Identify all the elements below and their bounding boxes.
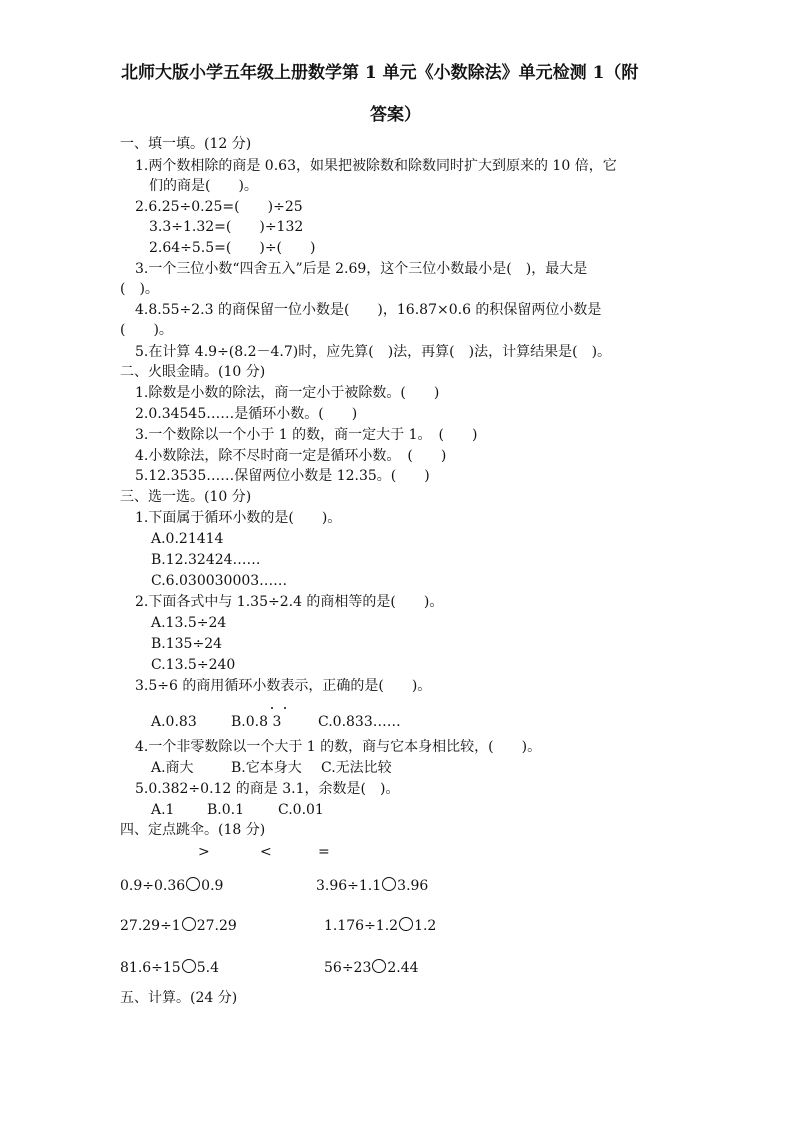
s3-q1-option-c: C.6.030030003…… — [151, 573, 288, 589]
s1-q2-line2: 3.3÷1.32=( )÷132 — [149, 219, 304, 235]
page-title-continued: 答案） — [370, 105, 421, 125]
s2-q3: 3.一个数除以一个小于 1 的数，商一定大于 1。 ( ) — [135, 427, 478, 443]
section-2-heading: 二、火眼金睛。(10 分) — [120, 364, 266, 380]
comparison-right: 27.29 — [196, 918, 237, 934]
s1-q2-line1: 2.6.25÷0.25=( )÷25 — [135, 199, 303, 215]
comparison-right: 5.4 — [196, 960, 219, 976]
comparison-left: 1.176÷1.2 — [324, 918, 399, 934]
s1-q1-line2: 们的商是( )。 — [149, 178, 258, 194]
s1-q1-line1: 1.两个数相除的商是 0.63，如果把被除数和除数同时扩大到原来的 10 倍，它 — [135, 158, 617, 174]
s3-q5-option-c: C.0.01 — [278, 802, 324, 818]
s1-q2-line3: 2.64÷5.5=( )÷( ) — [149, 240, 316, 256]
comparison-left: 56÷23 — [324, 960, 372, 976]
s2-q4: 4.小数除法，除不尽时商一定是循环小数。 ( ) — [135, 448, 447, 464]
s3-q3-option-b: B.0.8 3 — [231, 714, 282, 730]
s3-q3-option-c: C.0.833…… — [318, 714, 401, 730]
answer-circle[interactable] — [372, 959, 386, 973]
s3-q4-option-c: C.无法比较 — [321, 760, 392, 776]
s3-q5-option-b: B.0.1 — [207, 802, 245, 818]
section-1-heading: 一、填一填。(12 分) — [120, 136, 252, 152]
comparison-item — [316, 876, 428, 896]
repeating-dot-mark — [271, 707, 273, 709]
answer-circle[interactable] — [182, 917, 196, 931]
comparison-symbol-greater: > — [198, 844, 210, 860]
answer-circle[interactable] — [186, 877, 200, 891]
s1-q4-line1: 4.8.55÷2.3 的商保留一位小数是( )，16.87×0.6 的积保留两位小数是 — [135, 302, 602, 318]
comparison-right: 2.44 — [387, 960, 419, 976]
s3-q3-option-a: A.0.83 — [151, 714, 197, 730]
s3-q2-option-a: A.13.5÷24 — [151, 615, 227, 631]
comparison-item — [120, 958, 219, 978]
s3-q1-option-b: B.12.32424…… — [151, 552, 261, 568]
s3-q5-option-a: A.1 — [151, 802, 175, 818]
answer-circle[interactable] — [399, 917, 413, 931]
s1-q3-line1: 3.一个三位小数“四舍五入”后是 2.69，这个三位小数最小是( )，最大是 — [135, 261, 588, 277]
section-3-heading: 三、选一选。(10 分) — [120, 489, 252, 505]
comparison-item — [324, 916, 436, 936]
s3-q1-option-a: A.0.21414 — [151, 531, 224, 547]
s2-q5: 5.12.3535……保留两位小数是 12.35。( ) — [135, 468, 430, 484]
comparison-left: 81.6÷15 — [120, 960, 181, 976]
s3-q2: 2.下面各式中与 1.35÷2.4 的商相等的是( )。 — [135, 594, 444, 610]
s3-q4: 4.一个非零数除以一个大于 1 的数，商与它本身相比较，( )。 — [135, 739, 542, 755]
answer-circle[interactable] — [182, 959, 196, 973]
s3-q4-option-b: B.它本身大 — [231, 760, 302, 776]
s1-q3-line2: ( )。 — [120, 281, 159, 297]
s3-q1: 1.下面属于循环小数的是( )。 — [135, 510, 342, 526]
comparison-left: 3.96÷1.1 — [316, 878, 382, 894]
comparison-right: 0.9 — [201, 878, 224, 894]
comparison-item — [120, 916, 237, 936]
comparison-item — [120, 876, 223, 896]
comparison-symbol-equal: = — [318, 844, 330, 860]
s3-q2-option-b: B.135÷24 — [151, 636, 223, 652]
s3-q2-option-c: C.13.5÷240 — [151, 657, 236, 673]
comparison-left: 0.9÷0.36 — [120, 878, 186, 894]
s3-q4-option-a: A.商大 — [151, 760, 194, 776]
comparison-right: 1.2 — [414, 918, 437, 934]
s2-q1: 1.除数是小数的除法，商一定小于被除数。( ) — [135, 385, 440, 401]
s2-q2: 2.0.34545……是循环小数。( ) — [135, 406, 358, 422]
s1-q4-line2: ( )。 — [120, 322, 173, 338]
section-5-heading: 五、计算。(24 分) — [120, 990, 238, 1006]
comparison-left: 27.29÷1 — [120, 918, 181, 934]
comparison-symbol-less: < — [260, 844, 272, 860]
comparison-item — [324, 958, 419, 978]
answer-circle[interactable] — [382, 877, 396, 891]
s1-q5: 5.在计算 4.9÷(8.2－4.7)时，应先算( )法，再算( )法，计算结果是( )。 — [135, 344, 612, 360]
repeating-dot-mark — [284, 707, 286, 709]
s3-q3: 3.5÷6 的商用循环小数表示，正确的是( )。 — [135, 678, 432, 694]
section-4-heading: 四、定点跳伞。(18 分) — [120, 822, 266, 838]
page-title: 北师大版小学五年级上册数学第 1 单元《小数除法》单元检测 1（附 — [121, 63, 639, 83]
comparison-right: 3.96 — [397, 878, 429, 894]
s3-q5: 5.0.382÷0.12 的商是 3.1，余数是( )。 — [135, 781, 400, 797]
